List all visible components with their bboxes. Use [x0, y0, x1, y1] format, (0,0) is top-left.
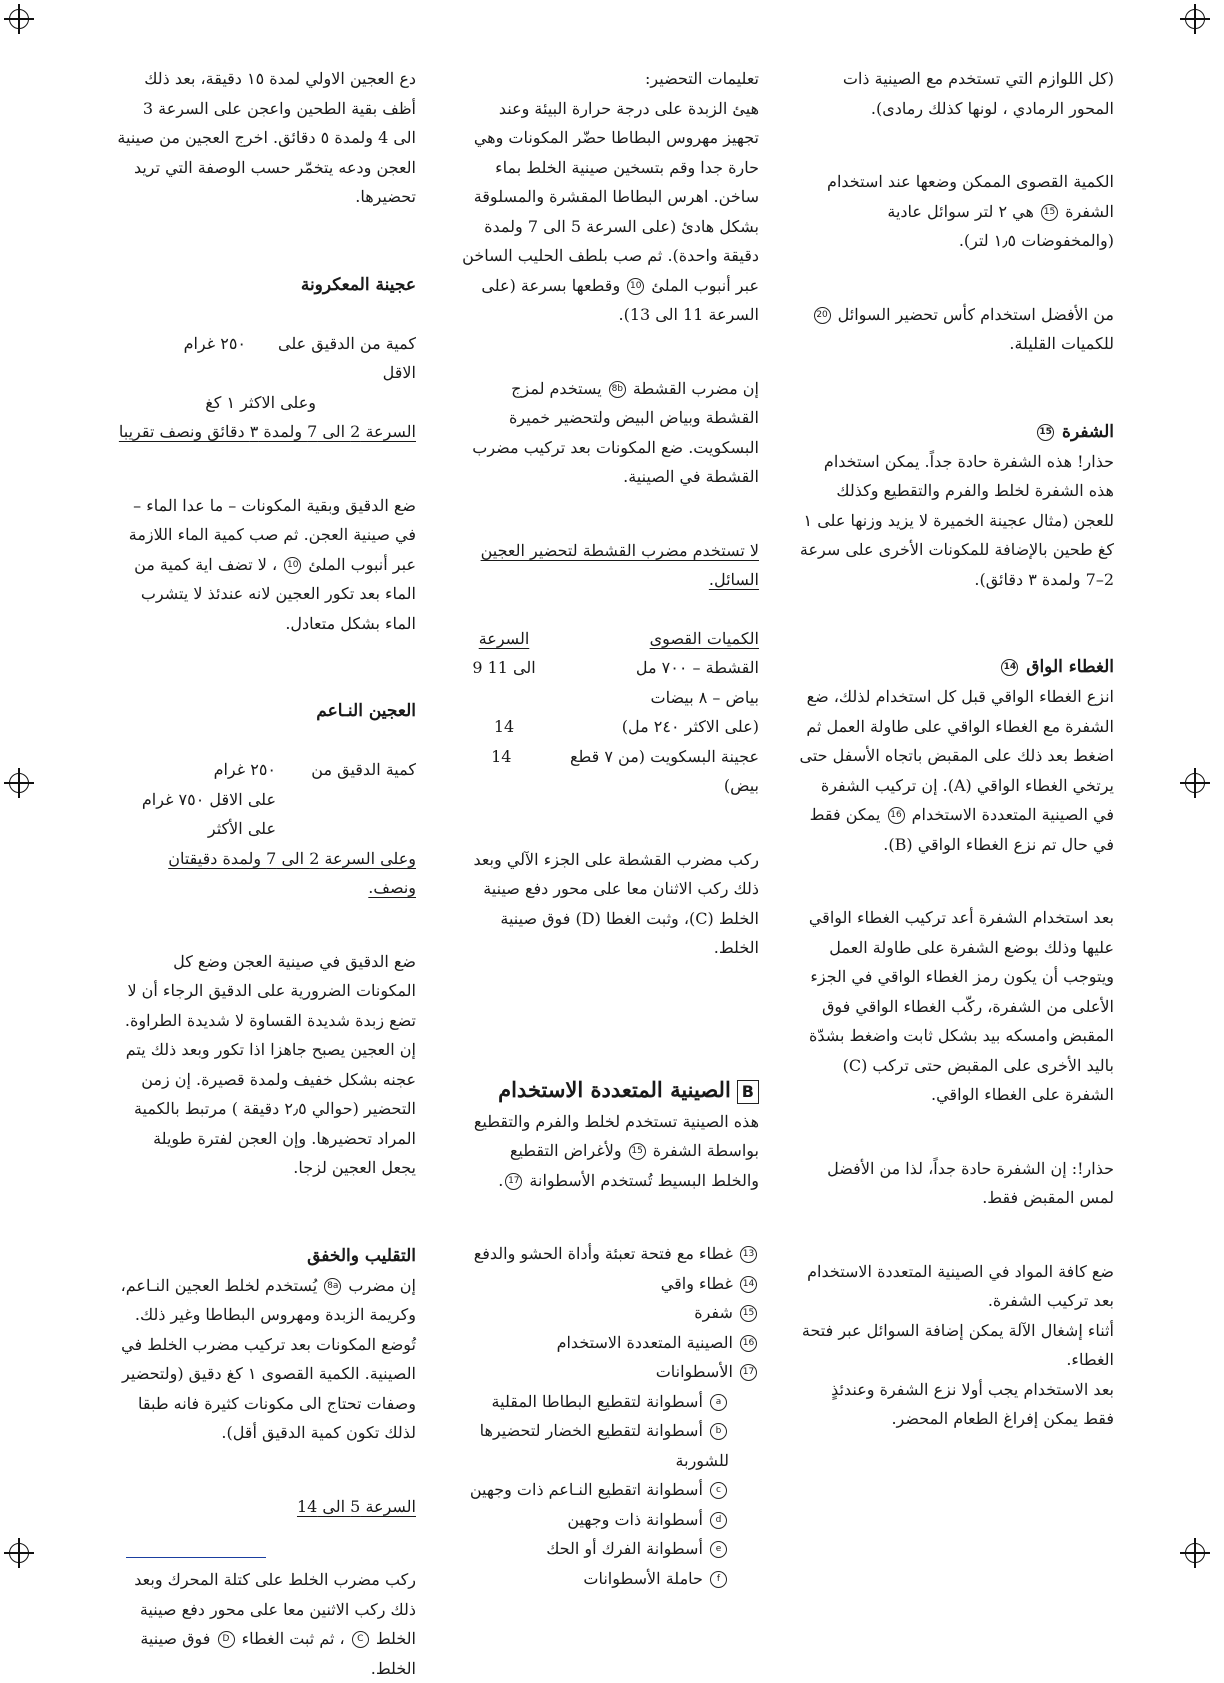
- circled-letter: d: [710, 1512, 727, 1529]
- component-list: [459, 1239, 759, 1593]
- table-cell: 9 الى 11: [472, 658, 536, 677]
- circled-number: 20: [814, 307, 831, 324]
- table-row: [459, 653, 759, 683]
- after-use-paragraph: بعد استخدام الشفرة أعد تركيب الغطاء الواقي عليها وذلك بوضع الشفرة على طاولة العمل ويتوجب أن يكون رمز الغطاء الواقي في الجزء الأعلى من الشفرة، ركّب الغطاء الواقي فوق المقبض وامسكه بيد بشكل ثابت واضغط بشدّة باليد الأخرى على المقبض حتى تركب (C) الشفرة على الغطاء الواقي.: [808, 908, 1114, 1104]
- quantity-table-header: [459, 624, 759, 654]
- prep-paragraph: هيئ الزبدة على درجة حرارة البيئة وعند تجهيز مهروس البطاطا حضّر المكونات وهي حارة جدا وقم بتسخين صينية الخلط بماء ساخن. اهرس البطاطا المقشرة والمسلوقة بشكل هادئ (على السرعة 5 الى 7 ولمدة دقيقة واحدة). ثم صب بلطف الحليب الساخن عبر أنبوب الملئ 10 وقطعها بسرعة (على السرعة 11 الى 13).: [462, 98, 759, 324]
- pasta-qty-label: كمية من الدقيق على الاقل: [278, 333, 416, 382]
- soft-speed: وعلى السرعة 2 الى 7 ولمدة دقيقتان ونصف.: [168, 848, 416, 897]
- running-paragraph: أثناء إشغال الآلة يمكن إضافة السوائل عبر فتحة الغطاء.: [801, 1320, 1114, 1369]
- crop-mark-icon: [1180, 4, 1210, 34]
- list-item: 15 شفرة: [459, 1298, 759, 1328]
- crop-mark-icon: [4, 768, 34, 798]
- pasta-heading: عجينة المعكرونة: [300, 274, 416, 295]
- table-cell: (على الاكثر ٢٤٠ مل): [621, 717, 759, 736]
- soft-qty-min: ٢٥٠ غرام: [213, 760, 276, 779]
- circled-number: 17: [740, 1364, 757, 1381]
- list-item: 17 الأسطوانات a أسطوانة لتقطيع البطاطا المقلية b أسطوانة لتقطيع الخضار لتحضيرها للشوربة c أسطوانة اتقطيع النـاعم ذات وجهين d أسطوانة ذات وجهين e أسطوانة الفرك أو الحك f حاملة الأسطوانات: [459, 1357, 759, 1593]
- blade-heading: الشفرة 15: [798, 417, 1114, 447]
- place-paragraph: ضع كافة المواد في الصينية المتعددة الاستخدام بعد تركيب الشفرة.: [807, 1261, 1114, 1310]
- section-b-label: B: [737, 1080, 759, 1104]
- intro-paragraph: دع العجين الاولي لمدة ١٥ دقيقة، بعد ذلك أظف بقية الطحين واعجن على السرعة 3 الى 4 ولمدة ٥ دقائق. اخرج العجين من صينية العجن ودعه يتخمّر حسب الوصفة التي تريد تحضيرها.: [117, 69, 416, 206]
- circled-letter: C: [352, 1631, 369, 1648]
- list-item: f حاملة الأسطوانات: [459, 1564, 729, 1594]
- mixing-assembly: ركب مضرب الخلط على كتلة المحرك وبعد ذلك ركب الاثنين معا على محور دفع صينية الخلط C ، ثم ثبت الغطاء D فوق صينية الخلط.: [134, 1570, 416, 1678]
- middle-column: [459, 64, 759, 1593]
- circled-number: 13: [740, 1246, 757, 1263]
- table-cell: بياض – ٨ بيضات: [650, 687, 759, 707]
- blade-paragraph: حذار! هذه الشفرة حادة جداً. يمكن استخدام هذه الشفرة لخلط والفرم والتقطيع وكذلك للعجن (مثال عجينة الخميرة لا يزيد وزنها على ١ كغ طحين بالإضافة للمكونات الأخرى على سرعة 2–7 ولمدة ٣ دقائق).: [799, 451, 1114, 589]
- table-cell: 14: [493, 717, 515, 736]
- circled-letter: b: [710, 1423, 727, 1440]
- circled-number: 10: [627, 278, 644, 295]
- grey-note: (كل اللوازم التي تستخدم مع الصينية ذات المحور الرمادي ، لونها كذلك رمادى).: [842, 69, 1114, 118]
- section-b-paragraph: هذه الصينية تستخدم لخلط والفرم والتقطيع بواسطة الشفرة 15 ولأغراض التقطيع والخلط البسيط تُستخدم الأسطوانة 17.: [473, 1111, 759, 1190]
- crop-mark-icon: [1180, 768, 1210, 798]
- pasta-qty-min: ٢٥٠ غرام: [183, 333, 246, 353]
- soft-paragraph: ضع الدقيق في صينية العجن وضع كل المكونات الضرورية على الدقيق الرجاء أن لا تضع زبدة شديدة القساوة لا شديدة الطراوة. إن العجين يصبح جاهزا اذا تكور وبعد ذلك يتم عجنه بشكل خفيف ولمدة قصيرة. إن زمن التحضير (حوالي ٢٫٥ دقيقة ) مرتبط بالكمية المراد تحضيرها. وإن العجن لفترة طويلة يجعل العجين لزجا.: [124, 951, 416, 1177]
- list-item: c أسطوانة اتقطيع النـاعم ذات وجهين: [459, 1475, 729, 1505]
- disc-list: [459, 1387, 759, 1594]
- list-item: 14 غطاء واقي: [459, 1269, 759, 1299]
- circled-number: 17: [505, 1173, 522, 1190]
- guard-paragraph: انزع الغطاء الواقي قبل كل استخدام لذلك، ضع الشفرة مع الغطاء الواقي على طاولة العمل ثم اضغط بعد ذلك على المقبض باتجاه الأسفل حتى يرتخي الغطاء الواقي (A). إن تركيب الشفرة في الصينية المتعددة الاستخدام 16 يمكن فقط في حال تم نزع الغطاء الواقي (B).: [799, 687, 1114, 854]
- pasta-speed: السرعة 2 الى 7 ولمدة ٣ دقائق ونصف تقريبا: [118, 422, 416, 441]
- left-column: [798, 64, 1114, 1434]
- list-item: 16 الصينية المتعددة الاستخدام: [459, 1328, 759, 1358]
- table-cell: عجينة البسكويت (من ٧ قطع بيض): [569, 746, 759, 795]
- soft-quantity: [116, 755, 416, 785]
- list-item: d أسطوانة ذات وجهين: [459, 1505, 729, 1535]
- footnote-rule: [126, 1557, 266, 1558]
- table-row: [459, 712, 759, 742]
- section-b-heading: Bالصينية المتعددة الاستخدام: [459, 1073, 759, 1107]
- caution-paragraph: حذار!: إن الشفرة حادة جداً، لذا من الأفضل لمس المقبض فقط.: [827, 1158, 1114, 1207]
- circled-letter: e: [710, 1541, 727, 1558]
- circled-number: 15: [1041, 204, 1058, 221]
- list-item: e أسطوانة الفرك أو الحك: [459, 1534, 729, 1564]
- circled-letter: D: [218, 1631, 235, 1648]
- circled-number: 8a: [324, 1278, 341, 1295]
- soft-dough-heading: العجين النـاعم: [316, 701, 416, 721]
- circled-number: 15: [629, 1143, 646, 1160]
- cream-paragraph: إن مضرب القشطة 8b يستخدم لمزج القشطة وبياض البيض ولتحضير خميرة البسكويت. ضع المكونات بعد تركيب مضرب القشطة في الصينية.: [472, 378, 759, 486]
- crop-mark-icon: [4, 1538, 34, 1568]
- circled-number: 16: [888, 807, 905, 824]
- table-cell: [459, 683, 549, 713]
- pasta-qty-max: وعلى الاكثر ١ كغ: [205, 392, 316, 412]
- soft-qty-max: على الاقل ٧٥٠ غرام: [141, 789, 276, 809]
- list-item: a أسطوانة لتقطيع البطاطا المقلية: [459, 1387, 729, 1417]
- cream-warning: لا تستخدم مضرب القشطة لتحضير العجين السائل.: [480, 540, 759, 589]
- circled-number: 14: [1001, 659, 1018, 676]
- table-cell: 14: [491, 746, 512, 766]
- circled-letter: c: [710, 1482, 727, 1499]
- max-quantity-paragraph: الكمية القصوى الممكن وضعها عند استخدام الشفرة 15 هي ٢ لتر سوائل عادية (والمخفوضات ١٫٥ لتر).: [827, 172, 1114, 250]
- speed-header: السرعة: [478, 628, 530, 648]
- circled-letter: f: [710, 1571, 727, 1588]
- mixing-paragraph: إن مضرب 8a يُستخدم لخلط العجين النـاعم، وكريمة الزبدة ومهروس البطاطا وغير ذلك. تُوضع المكونات بعد تركيب مضرب الخلط في الصينية. الكمية القصوى ١ كغ دقيق (ولتحضير وصفات تحتاج الى مكونات كثيرة فانه طبقا لذلك تكون كمية الدقيق أقل).: [120, 1275, 416, 1442]
- guard-heading: الغطاء الواق 14: [798, 652, 1114, 682]
- quantity-header: الكميات القصوى: [649, 628, 759, 648]
- pasta-paragraph: ضع الدقيق وبقية المكونات – ما عدا الماء – في صينية العجن. ثم صب كمية الماء اللازمة عبر أنبوب الملئ 10 ، لا تضف اية كمية من الماء بعد تكور العجين لانه عندئذ لا يتشرب الماء بشكل متعادل.: [128, 495, 416, 633]
- cream-assembly: ركب مضرب القشطة على الجزء الآلي وبعد ذلك ركب الاثنان معا على محور دفع صينية الخلط (C)، وثبت الغطا (D) فوق صينية الخلط.: [473, 849, 759, 957]
- circled-number: 15: [740, 1305, 757, 1322]
- crop-mark-icon: [1180, 1538, 1210, 1568]
- soft-qty-label: كمية الدقيق من: [311, 760, 416, 779]
- circled-number: 15: [1037, 424, 1054, 441]
- table-row: [459, 742, 759, 801]
- mixing-speed: السرعة 5 الى 14: [296, 1496, 416, 1516]
- list-item: b أسطوانة لتقطيع الخضار لتحضيرها للشوربة: [479, 1421, 729, 1470]
- cup-paragraph: من الأفضل استخدام كأس تحضير السوائل 20 للكميات القليلة.: [798, 300, 1114, 359]
- list-item: 13 غطاء مع فتحة تعبئة وأداة الحشو والدفع: [459, 1239, 759, 1269]
- pasta-quantity: [116, 329, 416, 388]
- crop-mark-icon: [4, 4, 34, 34]
- empty-paragraph: بعد الاستخدام يجب أولا نزع الشفرة وعندئذٍ فقط يمكن إفراغ الطعام المحضر.: [831, 1379, 1114, 1428]
- circled-number: 8b: [609, 381, 626, 398]
- circled-number: 14: [740, 1276, 757, 1293]
- table-cell: القشطة – ٧٠٠ مل: [635, 658, 759, 677]
- mixing-heading: التقليب والخفق: [307, 1245, 416, 1266]
- circled-number: 10: [284, 557, 301, 574]
- prep-heading: تعليمات التحضير:: [645, 69, 759, 88]
- table-row: [459, 683, 759, 713]
- circled-number: 16: [740, 1335, 757, 1352]
- soft-qty-most: على الأكثر: [207, 819, 276, 838]
- circled-letter: a: [710, 1394, 727, 1411]
- right-column: [116, 64, 416, 1683]
